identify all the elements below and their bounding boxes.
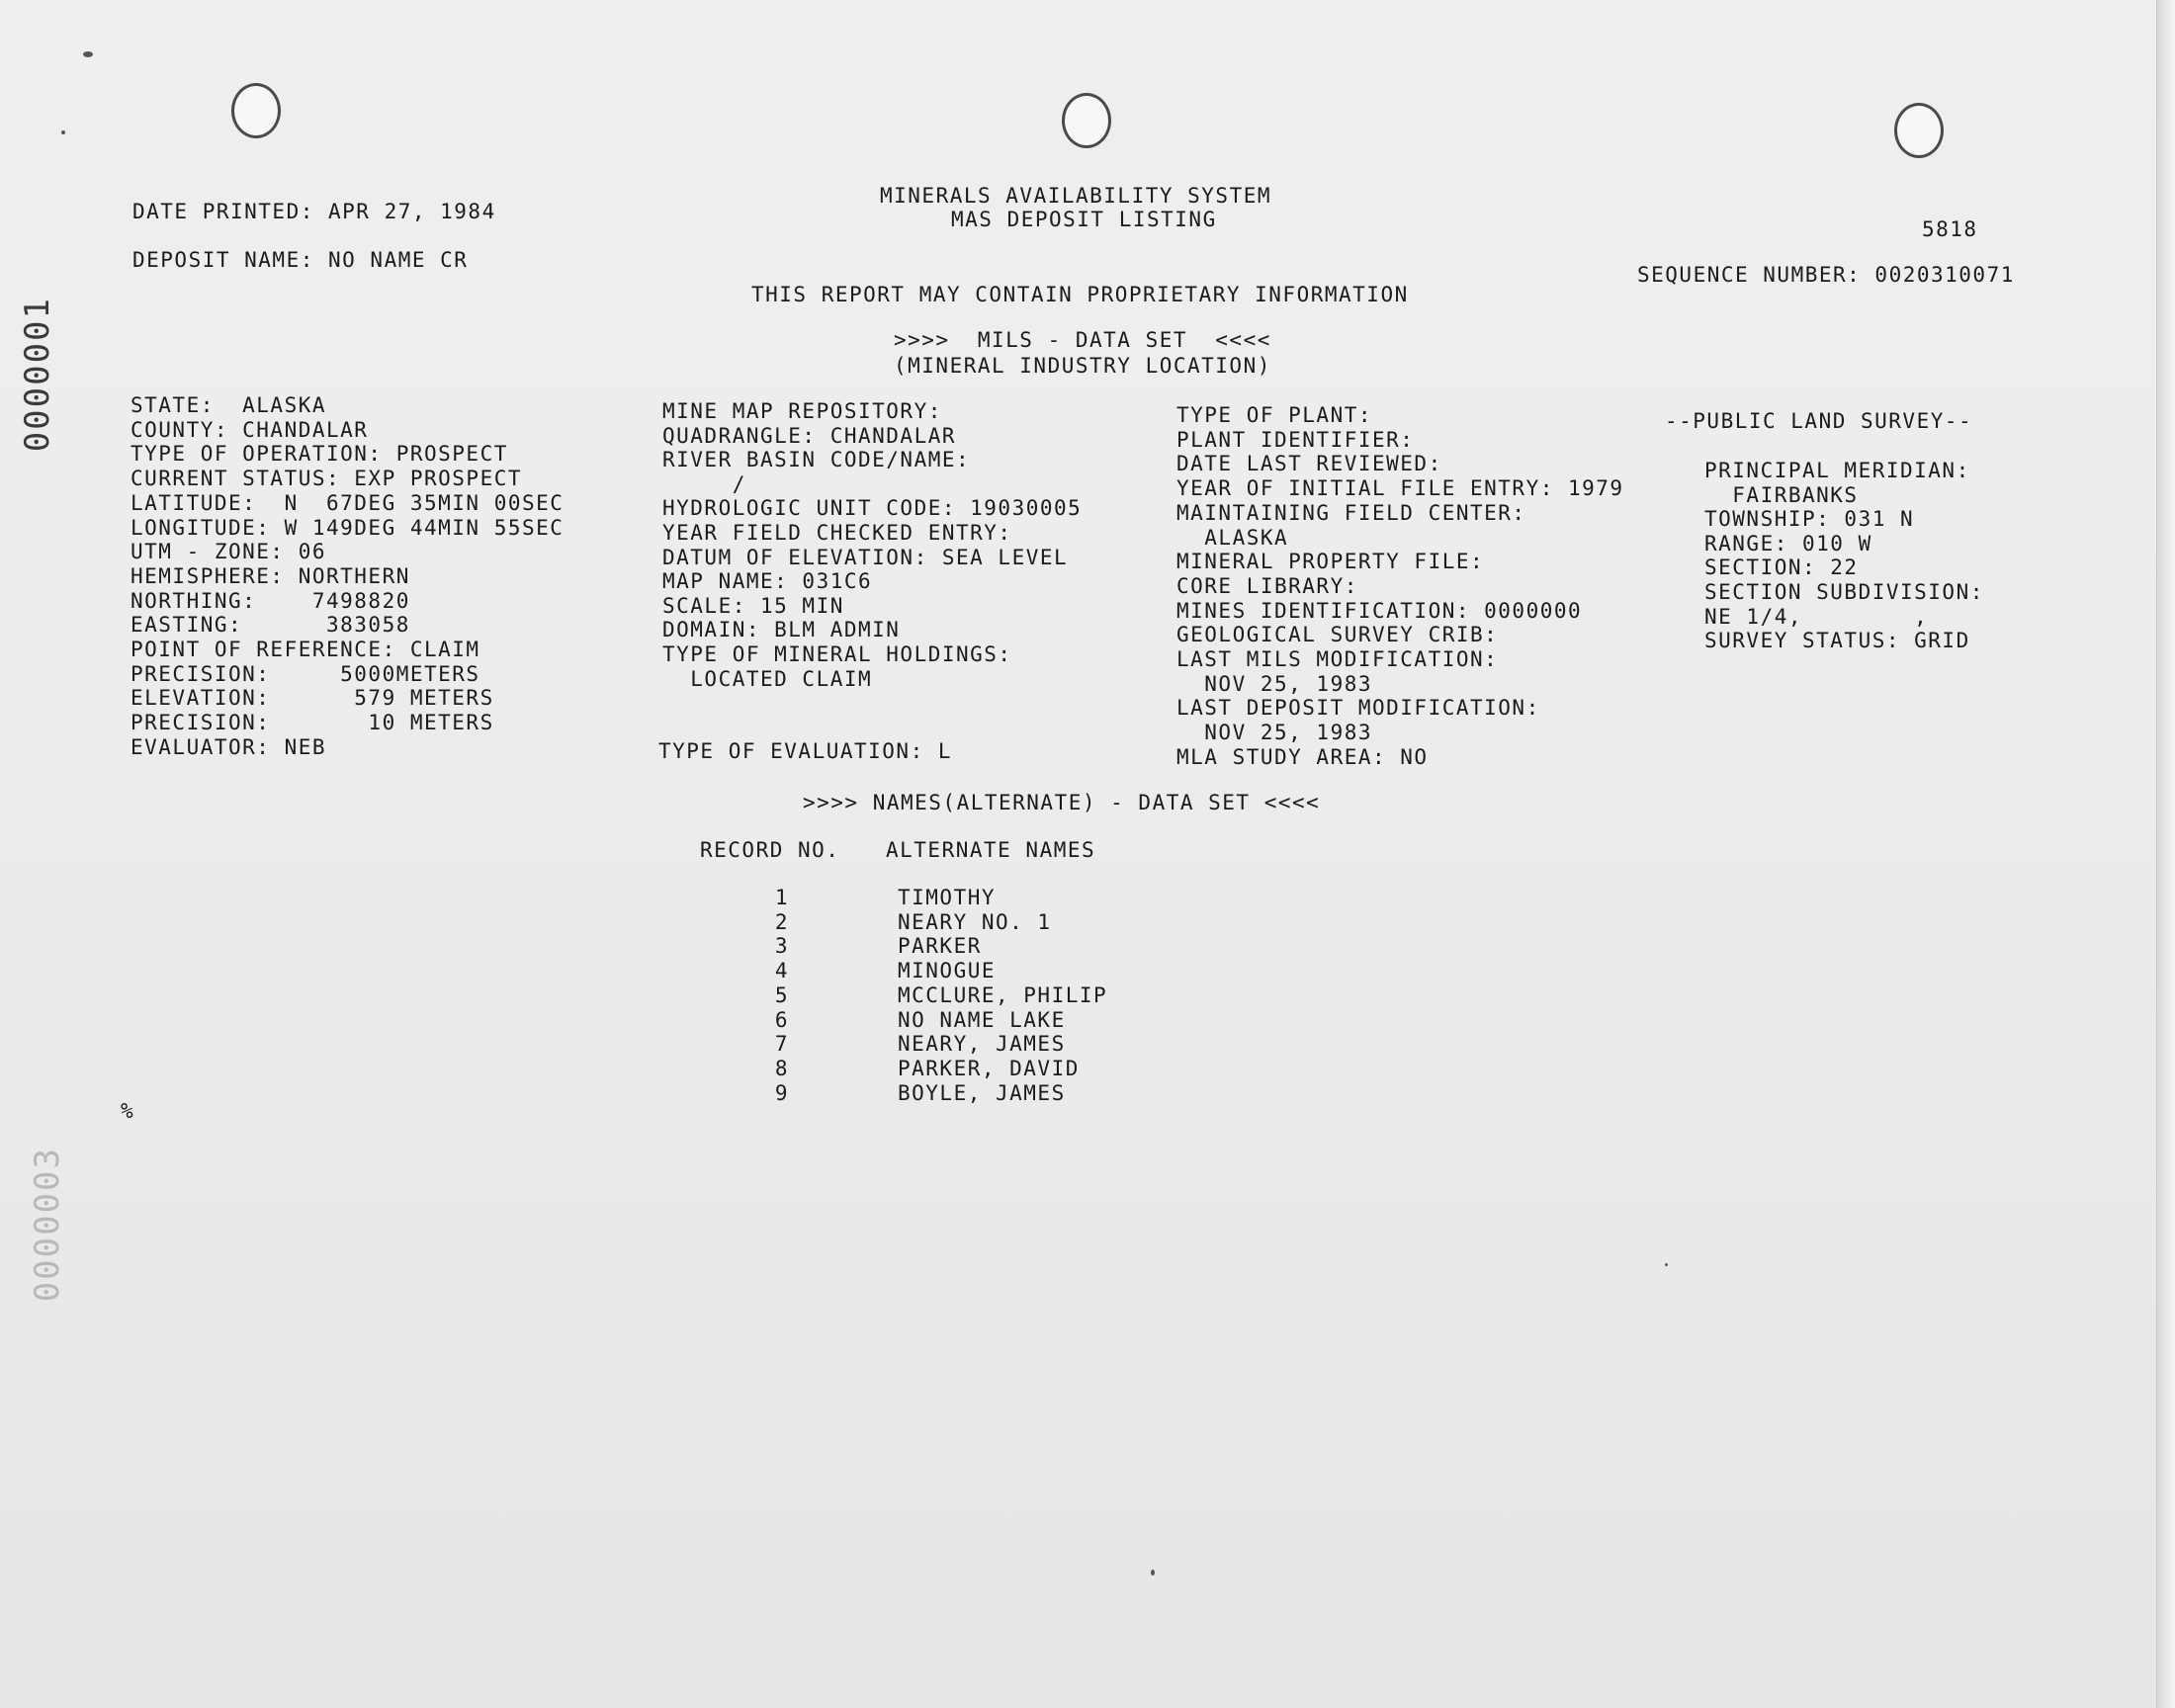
col1-line: LONGITUDE: W 149DEG 44MIN 55SEC	[130, 515, 565, 540]
margin-stamp-number: 0000001	[18, 297, 57, 453]
listing-title: MAS DEPOSIT LISTING	[951, 208, 1217, 231]
public-land-survey-title: --PUBLIC LAND SURVEY--	[1665, 409, 1973, 433]
col4-line: SECTION: 22	[1704, 555, 1859, 580]
col1-line: PRECISION: 5000METERS	[130, 661, 480, 686]
sequence-number: SEQUENCE NUMBER: 0020310071	[1637, 263, 2015, 287]
alternate-name: TIMOTHY	[898, 886, 997, 909]
col4-line: NE 1/4, ,	[1704, 604, 1929, 629]
col4-line: PRINCIPAL MERIDIAN:	[1704, 459, 1970, 482]
alternate-name: NO NAME LAKE	[898, 1007, 1066, 1032]
col1-line: HEMISPHERE: NORTHERN	[130, 563, 410, 588]
alternate-name: MINOGUE	[898, 959, 997, 983]
col3-line: LAST MILS MODIFICATION:	[1176, 647, 1499, 671]
col1-line: EVALUATOR: NEB	[130, 734, 327, 759]
mils-section-title: >>>> MILS - DATA SET <<<<	[894, 328, 1271, 352]
record-number: 7	[774, 1032, 790, 1057]
col2-line: DOMAIN: BLM ADMIN	[662, 618, 901, 642]
col3-line: MAINTAINING FIELD CENTER:	[1176, 500, 1526, 525]
col3-line: MINES IDENTIFICATION: 0000000	[1176, 598, 1583, 623]
col3-line: PLANT IDENTIFIER:	[1176, 427, 1415, 452]
col2-line: SCALE: 15 MIN	[662, 593, 844, 618]
col1-line: POINT OF REFERENCE: CLAIM	[130, 638, 480, 661]
type-of-evaluation: TYPE OF EVALUATION: L	[658, 739, 953, 763]
col3-line: CORE LIBRARY:	[1176, 573, 1358, 598]
alternate-names-header: ALTERNATE NAMES	[886, 838, 1096, 862]
col4-line: FAIRBANKS	[1704, 482, 1859, 507]
col3-line: MLA STUDY AREA: NO	[1176, 744, 1429, 769]
col1-line: PRECISION: 10 METERS	[130, 711, 494, 735]
punch-hole-right	[1894, 103, 1944, 158]
alternate-name: MCCLURE, PHILIP	[898, 982, 1108, 1007]
col1-line: TYPE OF OPERATION: PROSPECT	[130, 442, 508, 467]
col3-line: DATE LAST REVIEWED:	[1176, 452, 1442, 476]
deposit-name: DEPOSIT NAME: NO NAME CR	[132, 248, 469, 272]
col4-line: SECTION SUBDIVISION:	[1704, 580, 1984, 604]
page-edge	[2156, 0, 2175, 1708]
col1-line: LATITUDE: N 67DEG 35MIN 00SEC	[130, 490, 565, 515]
punch-hole-center	[1062, 93, 1111, 148]
mils-section-subtitle: (MINERAL INDUSTRY LOCATION)	[894, 354, 1271, 378]
col2-line: TYPE OF MINERAL HOLDINGS:	[662, 642, 1012, 666]
alternate-name: NEARY, JAMES	[898, 1032, 1066, 1057]
col2-line: YEAR FIELD CHECKED ENTRY:	[662, 521, 1012, 545]
names-section-title: >>>> NAMES(ALTERNATE) - DATA SET <<<<	[803, 791, 1321, 814]
record-number: 6	[774, 1007, 790, 1032]
proprietary-notice: THIS REPORT MAY CONTAIN PROPRIETARY INFORMATION	[751, 283, 1409, 306]
col1-line: NORTHING: 7498820	[130, 588, 410, 613]
col2-line: MINE MAP REPOSITORY:	[662, 399, 942, 423]
col3-line: ALASKA	[1176, 525, 1289, 550]
record-number: 1	[774, 886, 790, 909]
punch-hole-left	[231, 83, 281, 138]
col2-line: LOCATED CLAIM	[662, 666, 873, 691]
col4-line: RANGE: 010 W	[1704, 531, 1872, 555]
scan-speck	[1665, 1263, 1668, 1266]
col2-line: DATUM OF ELEVATION: SEA LEVEL	[662, 545, 1069, 569]
col3-line: NOV 25, 1983	[1176, 671, 1373, 696]
col1-line: COUNTY: CHANDALAR	[130, 417, 369, 442]
col2-line: HYDROLOGIC UNIT CODE: 19030005	[662, 496, 1083, 521]
record-number: 5	[774, 982, 790, 1007]
col3-line: MINERAL PROPERTY FILE:	[1176, 550, 1485, 574]
date-printed: DATE PRINTED: APR 27, 1984	[132, 200, 496, 223]
system-title: MINERALS AVAILABILITY SYSTEM	[880, 184, 1272, 208]
alternate-name: NEARY NO. 1	[898, 909, 1052, 934]
col3-line: LAST DEPOSIT MODIFICATION:	[1176, 696, 1540, 721]
page-number: 5818	[1922, 217, 1978, 241]
col4-line: TOWNSHIP: 031 N	[1704, 507, 1915, 532]
record-number: 3	[774, 934, 790, 959]
col2-line: /	[662, 471, 746, 496]
scan-speck	[83, 51, 93, 57]
alternate-name: PARKER	[898, 934, 982, 959]
col3-line: TYPE OF PLANT:	[1176, 403, 1373, 427]
col1-line: ELEVATION: 579 METERS	[130, 686, 494, 711]
col1-line: STATE: ALASKA	[130, 393, 327, 417]
scan-speck	[1151, 1570, 1155, 1576]
col3-line: NOV 25, 1983	[1176, 721, 1373, 745]
record-number: 9	[774, 1080, 790, 1105]
col3-line: GEOLOGICAL SURVEY CRIB:	[1176, 623, 1499, 647]
record-number: 8	[774, 1056, 790, 1080]
margin-stamp-faint-number: 0000003	[28, 1147, 67, 1303]
col2-line: RIVER BASIN CODE/NAME:	[662, 448, 971, 472]
record-number: 4	[774, 959, 790, 983]
col1-line: UTM - ZONE: 06	[130, 540, 327, 564]
alternate-name: PARKER, DAVID	[898, 1056, 1080, 1080]
col3-line: YEAR OF INITIAL FILE ENTRY: 1979	[1176, 476, 1624, 501]
col2-line: QUADRANGLE: CHANDALAR	[662, 423, 957, 448]
record-number: 2	[774, 909, 790, 934]
col1-line: CURRENT STATUS: EXP PROSPECT	[130, 467, 523, 491]
col2-line: MAP NAME: 031C6	[662, 569, 873, 594]
col4-line: SURVEY STATUS: GRID	[1704, 629, 1970, 653]
alternate-name: BOYLE, JAMES	[898, 1080, 1066, 1105]
end-mark: %	[121, 1099, 135, 1123]
col1-line: EASTING: 383058	[130, 613, 410, 638]
scan-speck	[61, 130, 65, 134]
record-no-header: RECORD NO.	[700, 838, 840, 862]
